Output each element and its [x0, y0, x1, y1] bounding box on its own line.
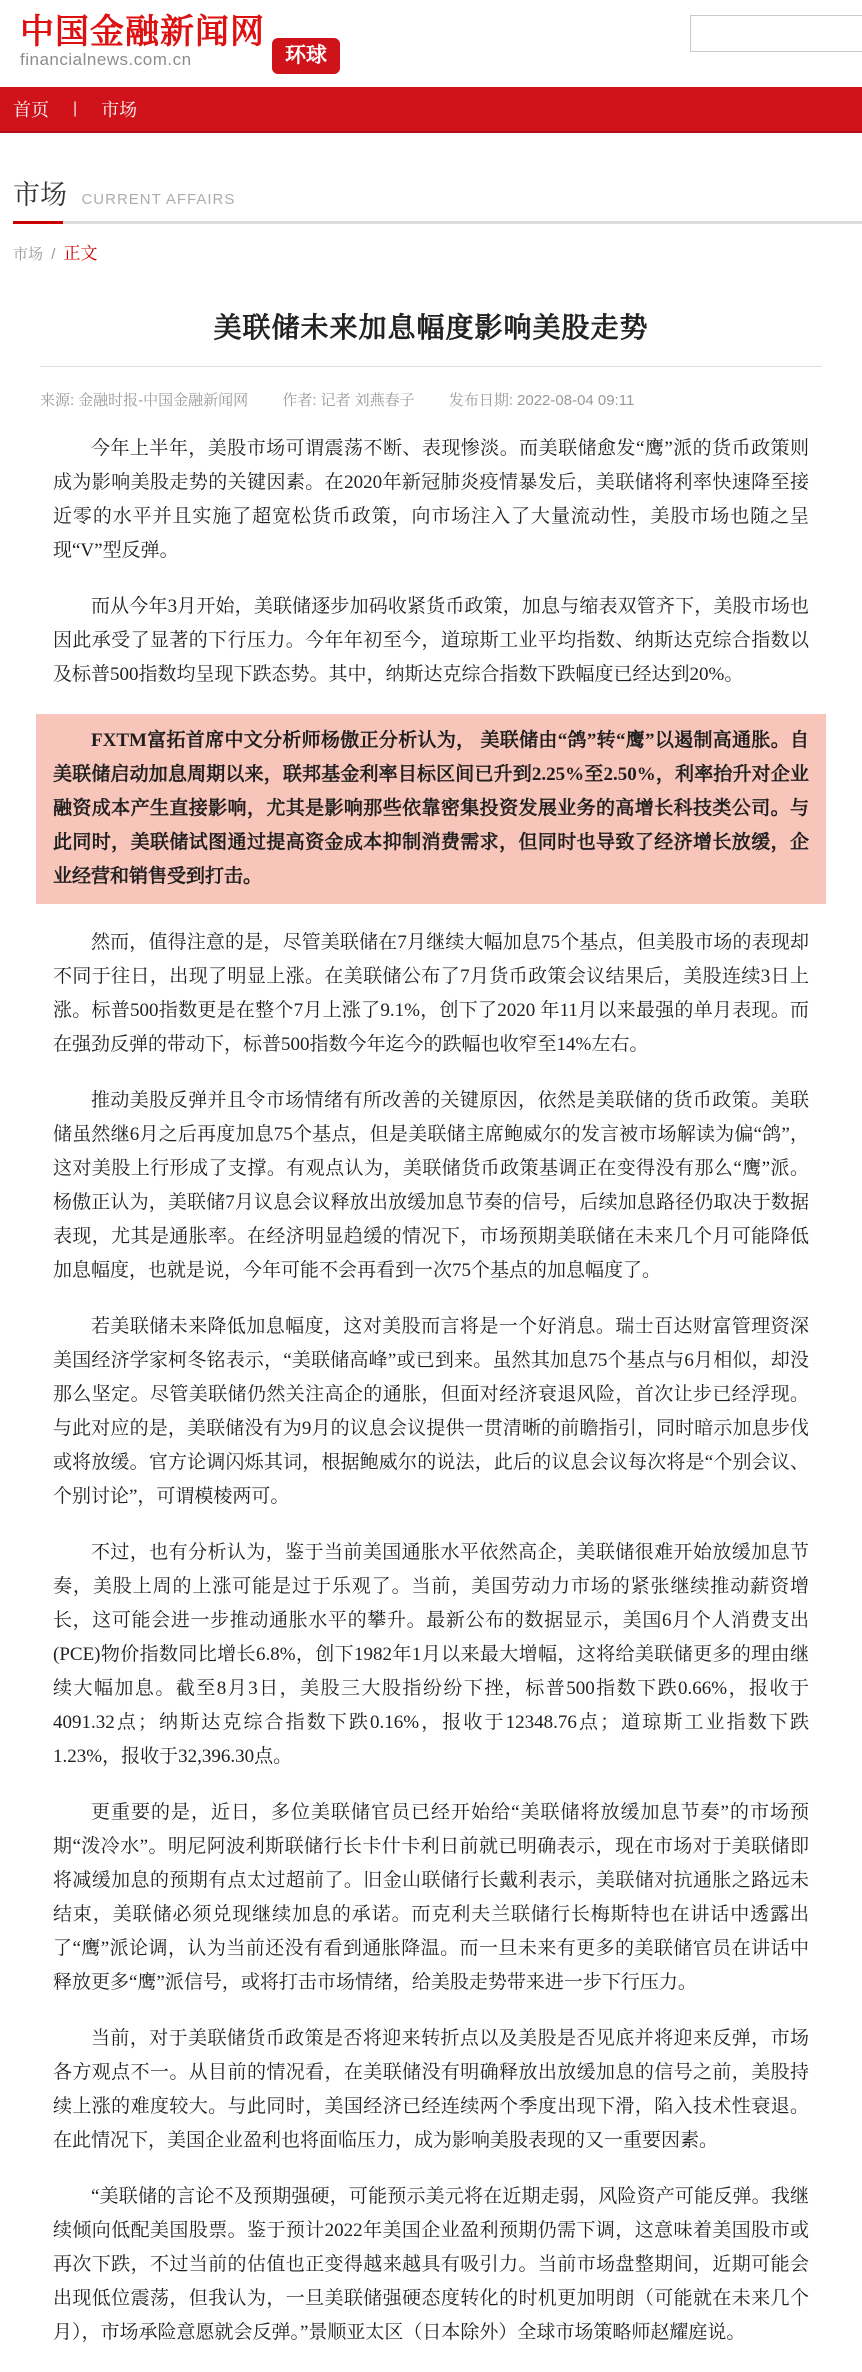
section-divider-accent — [13, 221, 63, 224]
section-subtitle: CURRENT AFFAIRS — [81, 191, 236, 208]
article-paragraph: 今年上半年，美股市场可谓震荡不断、表现惨淡。而美联储愈发“鹰”派的货币政策则成为影响美股走势的关键因素。在2020年新冠肺炎疫情暴发后，美联储将利率快速降至接近零的水平并且实施了超宽松货币政策，向市场注入了大量流动性，美股市场也随之呈现“V”型反弹。 — [53, 438, 809, 561]
nav-item-market[interactable]: 市场 — [101, 100, 138, 120]
breadcrumb-current: 正文 — [63, 244, 98, 263]
main-nav — [0, 87, 862, 133]
article-paragraph: 然而，值得注意的是，尽管美联储在7月继续大幅加息75个基点，但美股市场的表现却不同于往日，出现了明显上涨。在美联储公布了7月货币政策会议结果后，美股连续3日上涨。标普500指数更是在整个7月上涨了9.1%，创下了2020 年11月以来最强的单月表现。而在强劲反弹的带动下，标普500指数今年迄今的跌幅也收窄至14%左右。 — [53, 932, 809, 1055]
meta-author: 作者: 记者 刘燕春子 — [282, 392, 415, 409]
section-title: 市场 — [13, 180, 67, 210]
channel-badge[interactable]: 环球 — [272, 38, 340, 74]
breadcrumb — [13, 239, 862, 264]
article-paragraph-highlighted: FXTM富拓首席中文分析师杨傲正分析认为， 美联储由“鸽”转“鹰”以遏制高通胀。自美联储启动加息周期以来，联邦基金利率目标区间已升到2.25%至2.50%，利率抬升对企业融资成本产生直接影响，尤其是影响那些依靠密集投资发展业务的高增长科技类公司。与此同时，美联储试图通过提高资金成本抑制消费需求，但同时也导致了经济增长放缓，企业经营和销售受到打击。 — [36, 714, 826, 904]
article-paragraph: 而从今年3月开始，美联储逐步加码收紧货币政策，加息与缩表双管齐下，美股市场也因此承受了显著的下行压力。今年年初至今，道琼斯工业平均指数、纳斯达克综合指数以及标普500指数均呈现下跌态势。其中，纳斯达克综合指数下跌幅度已经达到20%。 — [53, 596, 809, 685]
title-divider — [40, 366, 822, 367]
site-logo[interactable] — [20, 14, 265, 70]
article-paragraph: 当前，对于美联储货币政策是否将迎来转折点以及美股是否见底并将迎来反弹，市场各方观点不一。从目前的情况看，在美联储没有明确释放出放缓加息的信号之前，美股持续上涨的难度较大。与此同时，美国经济已经连续两个季度出现下滑，陷入技术性衰退。在此情况下，美国企业盈利也将面临压力，成为影响美股表现的又一重要因素。 — [53, 2028, 809, 2151]
site-header — [0, 0, 862, 87]
article — [36, 306, 826, 2350]
meta-source: 来源: 金融时报-中国金融新闻网 — [40, 392, 249, 409]
article-title: 美联储未来加息幅度影响美股走势 — [213, 312, 649, 343]
breadcrumb-market[interactable]: 市场 — [13, 246, 44, 263]
meta-date: 发布日期: 2022-08-04 09:11 — [448, 392, 635, 409]
article-paragraph: 更重要的是，近日，多位美联储官员已经开始给“美联储将放缓加息节奏”的市场预期“泼冷水”。明尼阿波利斯联储行长卡什卡利日前就已明确表示，现在市场对于美联储即将减缓加息的预期有点太过超前了。旧金山联储行长戴利表示，美联储对抗通胀之路远未结束，美联储必须兑现继续加息的承诺。而克利夫兰联储行长梅斯特也在讲话中透露出了“鹰”派论调，认为当前还没有看到通胀降温。而一旦未来有更多的美联储官员在讲话中释放更多“鹰”派信号，或将打击市场情绪，给美股走势带来进一步下行压力。 — [53, 1802, 809, 1993]
article-paragraph: “美联储的言论不及预期强硬，可能预示美元将在近期走弱，风险资产可能反弹。我继续倾向低配美国股票。鉴于预计2022年美国企业盈利预期仍需下调，这意味着美国股市或再次下跌，不过当前的估值也正变得越来越具有吸引力。当前市场盘整期间，近期可能会出现低位震荡，但我认为，一旦美联储强硬态度转化的时机更加明朗（可能就在未来几个月），市场承险意愿就会反弹。”景顺亚太区（日本除外）全球市场策略师赵耀庭说。 — [53, 2186, 809, 2343]
logo-domain: financialnews.com.cn — [20, 50, 192, 69]
article-body — [36, 432, 826, 2350]
section-divider — [13, 221, 862, 224]
breadcrumb-separator: / — [51, 246, 56, 263]
article-paragraph: 不过，也有分析认为，鉴于当前美国通胀水平依然高企，美联储很难开始放缓加息节奏，美股上周的上涨可能是过于乐观了。当前，美国劳动力市场的紧张继续推动薪资增长，这可能会进一步推动通胀水平的攀升。最新公布的数据显示，美国6月个人消费支出(PCE)物价指数同比增长6.8%，创下1982年1月以来最大增幅，这将给美联储更多的理由继续大幅加息。截至8月3日，美股三大股指纷纷下挫，标普500指数下跌0.66%，报收于4091.32点；纳斯达克综合指数下跌0.16%，报收于12348.76点；道琼斯工业指数下跌1.23%，报收于32,396.30点。 — [53, 1542, 809, 1767]
logo-title: 中国金融新闻网 — [20, 13, 265, 51]
search-input[interactable] — [690, 15, 862, 52]
channel-head — [0, 173, 862, 264]
nav-item-home[interactable]: 首页 — [13, 100, 49, 120]
article-paragraph: 推动美股反弹并且令市场情绪有所改善的关键原因，依然是美联储的货币政策。美联储虽然继6月之后再度加息75个基点，但是美联储主席鲍威尔的发言被市场解读为偏“鸽”，这对美股上行形成了支撑。有观点认为，美联储货币政策基调正在变得没有那么“鹰”派。杨傲正认为，美联储7月议息会议释放出放缓加息节奏的信号，后续加息路径仍取决于数据表现，尤其是通胀率。在经济明显趋缓的情况下，市场预期美联储在未来几个月可能降低加息幅度，也就是说，今年可能不会再看到一次75个基点的加息幅度了。 — [53, 1090, 809, 1281]
article-paragraph: 若美联储未来降低加息幅度，这对美股而言将是一个好消息。瑞士百达财富管理资深美国经济学家柯冬铭表示，“美联储高峰”或已到来。虽然其加息75个基点与6月相似，却没那么坚定。尽管美联储仍然关注高企的通胀，但面对经济衰退风险，首次让步已经浮现。与此对应的是，美联储没有为9月的议息会议提供一贯清晰的前瞻指引，同时暗示加息步伐或将放缓。官方论调闪烁其词，根据鲍威尔的说法，此后的议息会议每次将是“个别会议、个别讨论”，可谓模棱两可。 — [53, 1316, 809, 1507]
article-meta — [36, 389, 826, 410]
nav-divider: | — [73, 100, 78, 117]
